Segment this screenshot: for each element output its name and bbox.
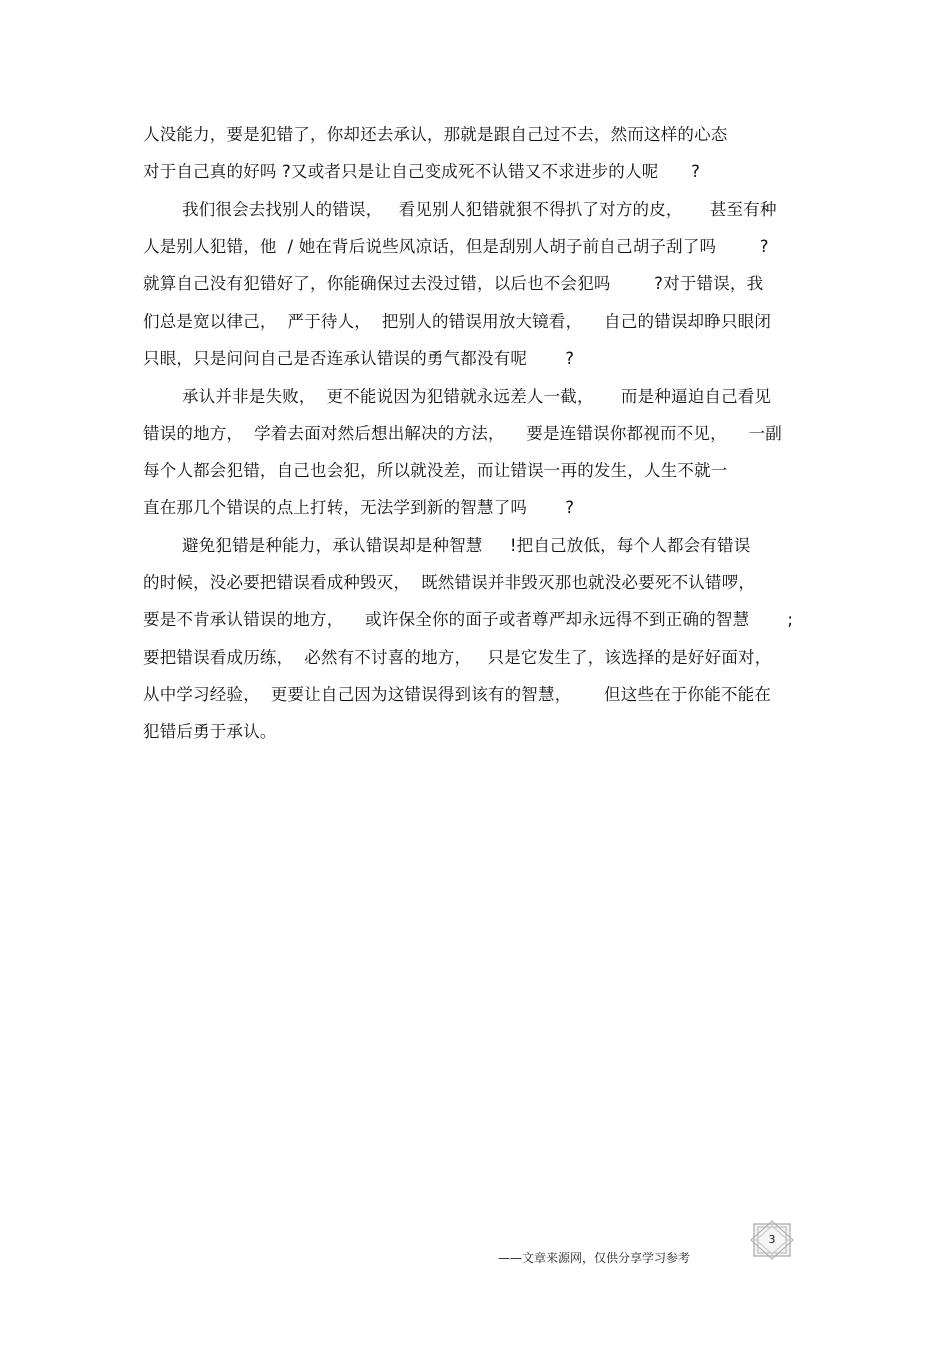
- body-line: 犯错后勇于承认。: [143, 722, 277, 741]
- body-line: 要把错误看成历练， 必然有不讨喜的地方， 只是它发生了，该选择的是好好面对，: [143, 648, 772, 667]
- body-line: 要是不肯承认错误的地方， 或许保全你的面子或者尊严却永远得不到正确的智慧 ;: [143, 610, 794, 629]
- body-line: 的时候，没必要把错误看成种毁灭， 既然错误并非毁灭那也就没必要死不认错啰，: [143, 573, 756, 592]
- body-line: 人没能力，要是犯错了，你却还去承认，那就是跟自己过不去，然而这样的心态: [143, 125, 728, 144]
- body-line: 直在那几个错误的点上打转，无法学到新的智慧了吗 ?: [143, 498, 575, 517]
- body-line: 们总是宽以律己， 严于待人， 把别人的错误用放大镜看， 自己的错误却睁只眼闭: [143, 312, 772, 331]
- page-number: 3: [768, 1233, 776, 1246]
- body-line: 只眼，只是问问自己是否连承认错误的勇气都没有呢 ?: [143, 349, 575, 368]
- page-number-badge: [748, 1220, 796, 1260]
- body-line: 错误的地方， 学着去面对然后想出解决的方法， 要是连错误你都视而不见， 一副: [143, 424, 782, 443]
- body-line: 避免犯错是种能力，承认错误却是种智慧 !把自己放低，每个人都会有错误: [182, 536, 751, 555]
- body-line: 每个人都会犯错，自己也会犯，所以就没差，而让错误一再的发生，人生不就一: [143, 461, 728, 480]
- body-line: 我们很会去找别人的错误， 看见别人犯错就狠不得扒了对方的皮， 甚至有种: [182, 200, 777, 219]
- body-line: 对于自己真的好吗 ?又或者只是让自己变成死不认错又不求进步的人呢 ?: [143, 162, 701, 181]
- body-line: 就算自己没有犯错好了，你能确保过去没过错，以后也不会犯吗 ?对于错误，我: [143, 274, 764, 293]
- body-line: 从中学习经验， 更要让自己因为这错误得到该有的智慧， 但这些在于你能不能在: [143, 685, 772, 704]
- body-line: 承认并非是失败， 更不能说因为犯错就永远差人一截， 而是种逼迫自己看见: [182, 387, 772, 406]
- body-line: 人是别人犯错，他 / 她在背后说些风凉话，但是刮别人胡子前自己胡子刮了吗 ?: [143, 237, 769, 256]
- source-note: ——文章来源网，仅供分享学习参考: [498, 1251, 691, 1265]
